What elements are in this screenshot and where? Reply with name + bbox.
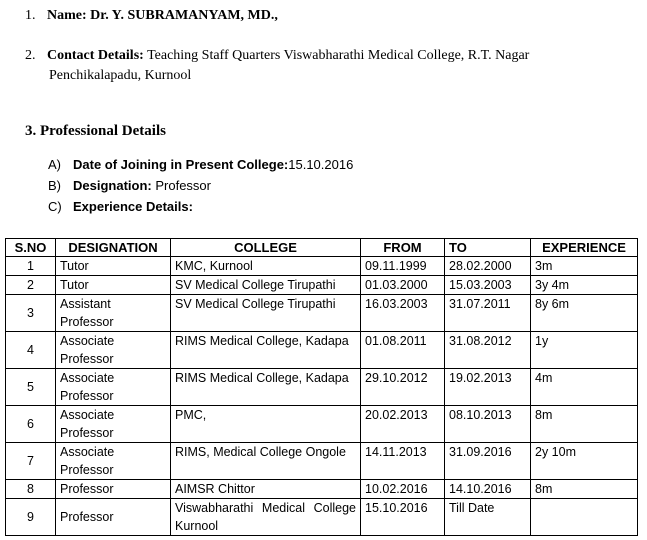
cell-from: 01.03.2000 <box>361 276 445 295</box>
cell-from: 29.10.2012 <box>361 369 445 406</box>
detail-c-label: Experience Details: <box>73 199 193 214</box>
header-experience: EXPERIENCE <box>531 239 638 257</box>
cell-college: KMC, Kurnool <box>171 257 361 276</box>
cell-designation: Assistant Professor <box>56 295 171 332</box>
cell-designation: Associate Professor <box>56 369 171 406</box>
table-row <box>6 480 638 499</box>
cell-experience <box>531 499 638 536</box>
cell-sno: 1 <box>6 257 56 276</box>
table-row <box>6 499 638 536</box>
detail-b <box>48 176 211 196</box>
table-row <box>6 257 638 276</box>
detail-a-label: Date of Joining in Present College: <box>73 157 289 172</box>
table-row <box>6 332 638 369</box>
header-sno: S.NO <box>6 239 56 257</box>
table-row <box>6 276 638 295</box>
cell-from: 16.03.2003 <box>361 295 445 332</box>
cell-experience: 3y 4m <box>531 276 638 295</box>
cell-sno: 2 <box>6 276 56 295</box>
cell-college: AIMSR Chittor <box>171 480 361 499</box>
experience-table <box>5 238 638 536</box>
detail-c <box>48 197 193 217</box>
cell-designation: Professor <box>56 480 171 499</box>
cell-to: 14.10.2016 <box>445 480 531 499</box>
cell-to: 31.08.2012 <box>445 332 531 369</box>
cell-to: 08.10.2013 <box>445 406 531 443</box>
cell-from: 20.02.2013 <box>361 406 445 443</box>
cell-sno: 8 <box>6 480 56 499</box>
cell-experience: 3m <box>531 257 638 276</box>
section-title: 3. Professional Details <box>25 123 166 139</box>
table-row <box>6 369 638 406</box>
cell-designation: Tutor <box>56 276 171 295</box>
cell-designation: Professor <box>56 499 171 536</box>
cell-from: 10.02.2016 <box>361 480 445 499</box>
cell-experience: 1y <box>531 332 638 369</box>
cell-college: SV Medical College Tirupathi <box>171 295 361 332</box>
detail-a-mark: A) <box>48 157 61 172</box>
header-college: COLLEGE <box>171 239 361 257</box>
table-row <box>6 443 638 480</box>
cell-sno: 3 <box>6 295 56 332</box>
table-row <box>6 406 638 443</box>
item1-number: 1. <box>25 8 36 23</box>
cell-designation: Associate Professor <box>56 332 171 369</box>
cell-to: 15.03.2003 <box>445 276 531 295</box>
name-item <box>25 6 278 26</box>
contact-label: Contact Details: <box>47 48 144 63</box>
cell-sno: 9 <box>6 499 56 536</box>
cell-sno: 7 <box>6 443 56 480</box>
cell-sno: 5 <box>6 369 56 406</box>
detail-c-mark: C) <box>48 199 62 214</box>
cell-college: SV Medical College Tirupathi <box>171 276 361 295</box>
cell-experience: 8m <box>531 480 638 499</box>
cell-college: PMC, <box>171 406 361 443</box>
contact-line1: Teaching Staff Quarters Viswabharathi Medical College, R.T. Nagar <box>147 48 530 63</box>
name-label: Name: Dr. Y. SUBRAMANYAM, MD., <box>47 8 278 23</box>
cell-to: 31.07.2011 <box>445 295 531 332</box>
cell-college: Viswabharathi Medical College Kurnool <box>171 499 361 536</box>
cell-from: 15.10.2016 <box>361 499 445 536</box>
item2-number: 2. <box>25 48 36 63</box>
detail-b-value: Professor <box>155 178 211 193</box>
detail-b-mark: B) <box>48 178 61 193</box>
table-header-row <box>6 239 638 257</box>
cell-to: Till Date <box>445 499 531 536</box>
cell-experience: 8y 6m <box>531 295 638 332</box>
cell-sno: 4 <box>6 332 56 369</box>
cell-sno: 6 <box>6 406 56 443</box>
cell-designation: Associate Professor <box>56 406 171 443</box>
header-from: FROM <box>361 239 445 257</box>
header-to: TO <box>445 239 531 257</box>
table-row <box>6 295 638 332</box>
cell-experience: 8m <box>531 406 638 443</box>
cell-experience: 4m <box>531 369 638 406</box>
cell-college: RIMS Medical College, Kadapa <box>171 369 361 406</box>
contact-item <box>25 46 529 66</box>
cell-from: 09.11.1999 <box>361 257 445 276</box>
cell-from: 14.11.2013 <box>361 443 445 480</box>
cell-designation: Associate Professor <box>56 443 171 480</box>
detail-b-label: Designation: <box>73 178 152 193</box>
detail-a-value: 15.10.2016 <box>288 157 354 172</box>
cell-from: 01.08.2011 <box>361 332 445 369</box>
cell-experience: 2y 10m <box>531 443 638 480</box>
cell-to: 19.02.2013 <box>445 369 531 406</box>
cell-college: RIMS, Medical College Ongole <box>171 443 361 480</box>
detail-a <box>48 155 353 175</box>
cell-designation: Tutor <box>56 257 171 276</box>
cell-to: 31.09.2016 <box>445 443 531 480</box>
header-designation: DESIGNATION <box>56 239 171 257</box>
cell-college: RIMS Medical College, Kadapa <box>171 332 361 369</box>
contact-line2: Penchikalapadu, Kurnool <box>49 68 192 83</box>
cell-to: 28.02.2000 <box>445 257 531 276</box>
